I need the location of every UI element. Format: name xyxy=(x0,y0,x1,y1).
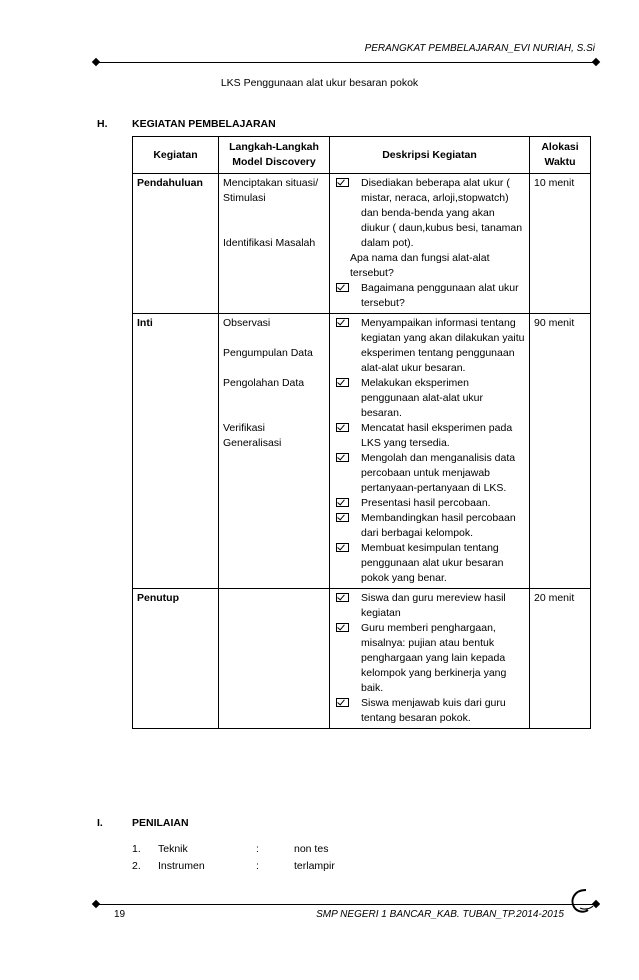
list-item: Guru memberi penghargaan, misalnya: pujian atau bentuk penghargaan yang lain kepada kelompok yang berkinerja yang baik. xyxy=(334,621,525,696)
list-item: Disediakan beberapa alat ukur ( mistar, neraca, arloji,stopwatch) dan benda-benda yang akan diukur ( daun,kubus besi, tanaman dalam pot). xyxy=(334,176,525,251)
step-label: Pengumpulan Data xyxy=(223,347,313,359)
row-kegiatan: Pendahuluan xyxy=(133,174,219,314)
checkbox-icon xyxy=(336,318,349,327)
list-item: Menyampaikan informasi tentang kegiatan yang akan dilakukan yaitu eksperimen tentang penggunaan alat-alat ukur besaran. xyxy=(334,316,525,376)
checkbox-icon xyxy=(336,178,349,187)
row-alokasi: 20 menit xyxy=(530,589,591,729)
section-i-title: PENILAIAN xyxy=(132,817,189,829)
list-item: Mengolah dan menganalisis data percobaan untuk menjawab pertanyaan-pertanyaan di LKS. xyxy=(334,451,525,496)
list-item: Apa nama dan fungsi alat-alat tersebut? xyxy=(350,252,490,279)
list-item: Mencatat hasil eksperimen pada LKS yang tersedia. xyxy=(334,421,525,451)
list-item: Siswa dan guru mereview hasil kegiatan xyxy=(334,591,525,621)
row-steps xyxy=(219,174,330,314)
list-item: Melakukan eksperimen penggunaan alat-alat ukur besaran. xyxy=(334,376,525,421)
header-alokasi: Alokasi Waktu xyxy=(530,137,591,174)
assessment-list xyxy=(132,843,432,877)
row-kegiatan: Penutup xyxy=(133,589,219,729)
page-number: 19 xyxy=(114,909,126,920)
row-alokasi: 90 menit xyxy=(530,314,591,589)
row-description xyxy=(330,589,530,729)
list-item: 1. Teknik : non tes xyxy=(132,843,329,855)
running-header: PERANGKAT PEMBELAJARAN_EVI NURIAH, S.Si xyxy=(364,43,595,54)
header-kegiatan: Kegiatan xyxy=(133,137,219,174)
section-h-title: KEGIATAN PEMBELAJARAN xyxy=(132,118,276,130)
checkbox-icon xyxy=(336,378,349,387)
checkbox-icon xyxy=(336,543,349,552)
header-rule xyxy=(97,62,595,63)
list-item: Siswa menjawab kuis dari guru tentang besaran pokok. xyxy=(334,696,525,726)
step-label: Identifikasi Masalah xyxy=(223,237,316,249)
row-kegiatan: Inti xyxy=(133,314,219,589)
row-alokasi: 10 menit xyxy=(530,174,591,314)
header-deskripsi: Deskripsi Kegiatan xyxy=(330,137,530,174)
step-label: Pengolahan Data xyxy=(223,377,305,389)
step-label: Menciptakan situasi/ Stimulasi xyxy=(223,177,319,204)
checkbox-icon xyxy=(336,498,349,507)
table-row xyxy=(133,314,591,589)
checkbox-icon xyxy=(336,513,349,522)
section-i-letter: I. xyxy=(97,817,103,829)
checkbox-icon xyxy=(336,283,349,292)
row-description xyxy=(330,314,530,589)
footer-rule xyxy=(97,904,595,905)
table-row xyxy=(133,589,591,729)
checkbox-icon xyxy=(336,453,349,462)
list-item: Membuat kesimpulan tentang penggunaan alat ukur besaran pokok yang benar. xyxy=(334,541,525,586)
row-steps xyxy=(219,589,330,729)
checkbox-icon xyxy=(336,698,349,707)
swirl-logo-icon xyxy=(566,886,596,916)
document-subtitle: LKS Penggunaan alat ukur besaran pokok xyxy=(220,77,419,89)
step-label: Observasi xyxy=(223,317,271,329)
step-label: Verifikasi Generalisasi xyxy=(223,422,282,449)
list-item: Presentasi hasil percobaan. xyxy=(334,496,525,511)
header-langkah: Langkah-Langkah Model Discovery xyxy=(219,137,330,174)
section-h-letter: H. xyxy=(97,118,108,130)
checkbox-icon xyxy=(336,593,349,602)
list-item: Membandingkan hasil percobaan dari berbagai kelompok. xyxy=(334,511,525,541)
list-item: Bagaimana penggunaan alat ukur tersebut? xyxy=(334,281,525,311)
row-steps xyxy=(219,314,330,589)
row-description xyxy=(330,174,530,314)
footer-school: SMP NEGERI 1 BANCAR_KAB. TUBAN_TP.2014-2015 xyxy=(316,909,564,920)
list-item: 2. Instrumen : terlampir xyxy=(132,860,335,872)
table-row xyxy=(133,174,591,314)
checkbox-icon xyxy=(336,423,349,432)
activity-table xyxy=(132,136,591,729)
checkbox-icon xyxy=(336,623,349,632)
